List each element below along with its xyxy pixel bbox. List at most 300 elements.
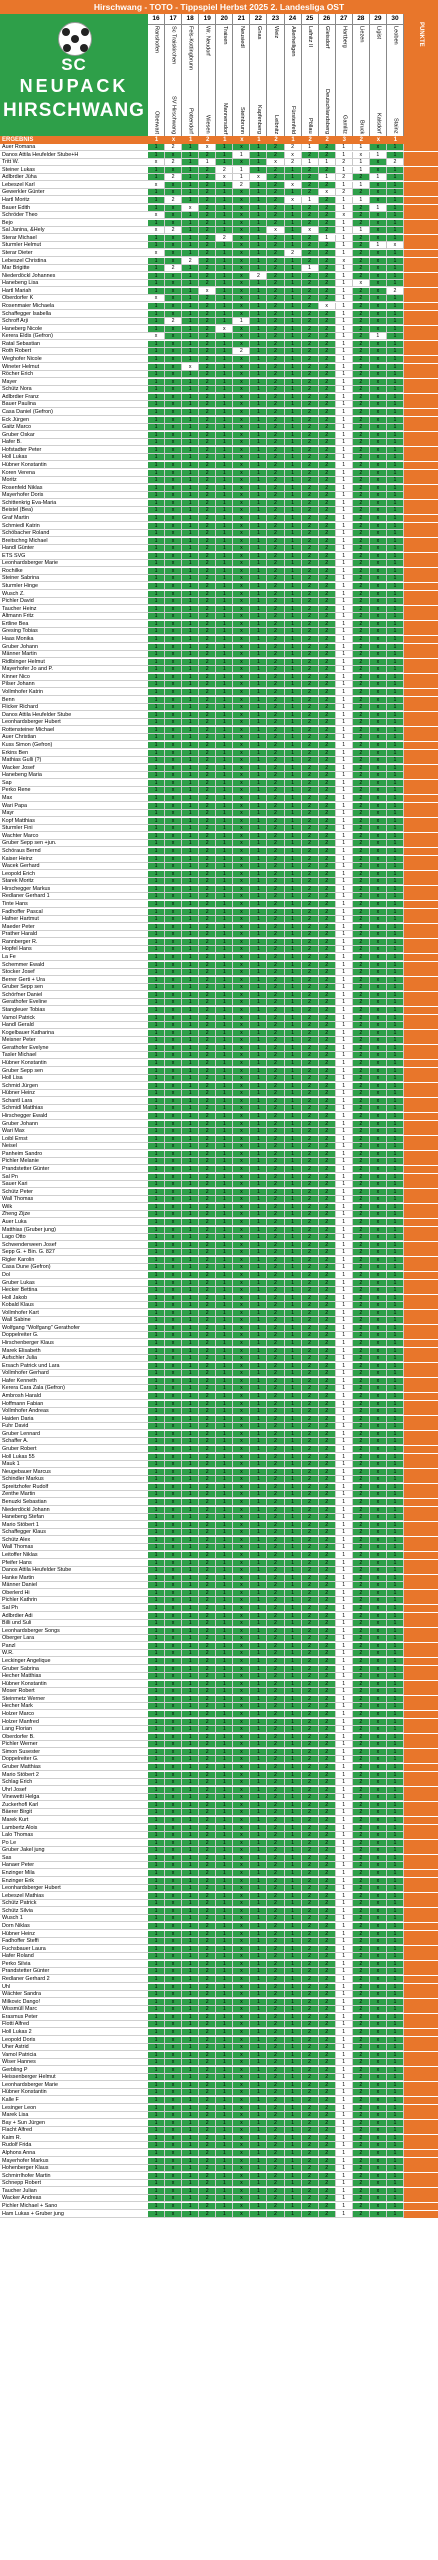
tip-cell: 1 xyxy=(285,1628,302,1635)
tip-cell: 1 xyxy=(250,2150,267,2157)
tip-cell: 1 xyxy=(285,2165,302,2172)
tip-cell: x xyxy=(165,386,182,393)
tip-cell: 2 xyxy=(353,1764,370,1771)
tip-cell: 1 xyxy=(387,1620,404,1627)
participant-name: Schindler Markus xyxy=(0,1476,148,1483)
points-cell xyxy=(404,659,438,666)
tip-cell: x xyxy=(165,719,182,726)
tip-cell: x xyxy=(370,727,387,734)
tip-cell: 2 xyxy=(302,969,319,976)
tip-cell: 2 xyxy=(302,1098,319,1105)
tip-cell: 1 xyxy=(216,523,233,530)
tip-cell: 2 xyxy=(319,485,336,492)
tip-cell: 2 xyxy=(319,712,336,719)
tip-cell: 1 xyxy=(285,871,302,878)
tip-cell: 1 xyxy=(387,984,404,991)
tip-cell: 1 xyxy=(387,2135,404,2142)
tip-cell: 1 xyxy=(285,1317,302,1324)
participant-name: Marek Lisa xyxy=(0,2112,148,2119)
tip-cell: 2 xyxy=(267,1068,284,1075)
tip-cell: 2 xyxy=(267,1946,284,1953)
tip-cell: 1 xyxy=(387,583,404,590)
tip-cell: 1 xyxy=(216,1613,233,1620)
table-row xyxy=(0,2120,438,2127)
table-row xyxy=(0,1976,438,1983)
tip-cell: 1 xyxy=(336,697,353,704)
table-row xyxy=(0,1628,438,1635)
tip-cell: 1 xyxy=(387,507,404,514)
tip-cell: 1 xyxy=(336,1363,353,1370)
tip-cell: 1 xyxy=(216,258,233,265)
tip-cell: 2 xyxy=(199,1976,216,1983)
tip-cell: 2 xyxy=(199,530,216,537)
tip-cell: 2 xyxy=(302,1878,319,1885)
tip-cell: x xyxy=(370,1582,387,1589)
tip-cell: 1 xyxy=(216,568,233,575)
tip-cell: 1 xyxy=(285,538,302,545)
tip-cell: x xyxy=(233,447,250,454)
tip-cell: x xyxy=(233,1787,250,1794)
participant-name: Ertline Bea xyxy=(0,621,148,628)
tip-cell: 1 xyxy=(387,1923,404,1930)
tip-cell: 1 xyxy=(182,803,199,810)
tip-cell: 2 xyxy=(319,1484,336,1491)
tip-cell: x xyxy=(233,2097,250,2104)
tip-cell: 1 xyxy=(250,1560,267,1567)
tip-cell: 2 xyxy=(319,333,336,340)
tip-cell: 1 xyxy=(387,1734,404,1741)
tip-cell: x xyxy=(165,1734,182,1741)
tip-cell: 1 xyxy=(387,1772,404,1779)
tip-cell: 1 xyxy=(336,651,353,658)
participant-name: Gruber Sepp sen xyxy=(0,984,148,991)
tip-cell: x xyxy=(233,273,250,280)
tip-cell: 1 xyxy=(285,1249,302,1256)
tip-cell: 2 xyxy=(319,1423,336,1430)
tip-cell: 2 xyxy=(302,1401,319,1408)
tip-cell: 1 xyxy=(250,1681,267,1688)
tip-cell: 2 xyxy=(199,916,216,923)
participant-name: Eck Jürgen xyxy=(0,417,148,424)
tip-cell: 2 xyxy=(353,2105,370,2112)
tip-cell: x xyxy=(165,356,182,363)
tip-cell: 1 xyxy=(216,1302,233,1309)
points-cell xyxy=(404,568,438,575)
table-row xyxy=(0,1068,438,1075)
tip-cell: 2 xyxy=(319,530,336,537)
tip-cell: 2 xyxy=(319,1772,336,1779)
tip-cell: x xyxy=(370,2188,387,2195)
tip-cell: 2 xyxy=(319,1249,336,1256)
tip-cell: 2 xyxy=(267,1431,284,1438)
table-row xyxy=(0,734,438,741)
tip-cell: 2 xyxy=(319,318,336,325)
tip-cell: x xyxy=(165,1393,182,1400)
tip-cell: 1 xyxy=(182,1825,199,1832)
tip-cell: 1 xyxy=(285,772,302,779)
tip-cell: 2 xyxy=(302,560,319,567)
tip-cell: 1 xyxy=(285,2021,302,2028)
away-team: Gamlitz xyxy=(340,115,347,134)
points-cell xyxy=(404,954,438,961)
tip-cell: 1 xyxy=(336,2006,353,2013)
tip-cell: 2 xyxy=(319,697,336,704)
tip-cell: x xyxy=(233,1976,250,1983)
tip-cell: 1 xyxy=(336,1416,353,1423)
tip-cell: x xyxy=(233,628,250,635)
tip-cell: 2 xyxy=(353,500,370,507)
tip-cell: 2 xyxy=(302,1136,319,1143)
tip-cell: 1 xyxy=(387,197,404,204)
tip-cell: 1 xyxy=(336,1711,353,1718)
tip-cell: 2 xyxy=(267,1726,284,1733)
tip-cell: 2 xyxy=(302,2173,319,2180)
tip-cell: 2 xyxy=(353,1635,370,1642)
tip-cell: 2 xyxy=(319,1491,336,1498)
tip-cell: 1 xyxy=(216,1855,233,1862)
tip-cell: 2 xyxy=(267,560,284,567)
tip-cell: 2 xyxy=(353,348,370,355)
tip-cell: 1 xyxy=(250,1196,267,1203)
tip-cell: 2 xyxy=(199,462,216,469)
table-row xyxy=(0,856,438,863)
points-cell xyxy=(404,258,438,265)
tip-cell: 1 xyxy=(387,1189,404,1196)
tip-cell: 1 xyxy=(148,1870,165,1877)
tip-cell: 2 xyxy=(267,1022,284,1029)
tip-cell: x xyxy=(370,628,387,635)
tip-cell: 2 xyxy=(199,1522,216,1529)
table-row xyxy=(0,644,438,651)
participant-name: Heissenberger Helmut xyxy=(0,2074,148,2081)
tip-cell: x xyxy=(233,1030,250,1037)
points-cell xyxy=(404,591,438,598)
tip-cell: 2 xyxy=(302,1408,319,1415)
tip-cell: 1 xyxy=(148,1946,165,1953)
tip-cell: x xyxy=(370,1688,387,1695)
tip-cell: 2 xyxy=(353,742,370,749)
tip-cell: 1 xyxy=(148,810,165,817)
tip-cell: 2 xyxy=(302,568,319,575)
tip-cell: x xyxy=(370,704,387,711)
tip-cell: 1 xyxy=(250,1779,267,1786)
tip-cell: x xyxy=(370,1052,387,1059)
tip-cell: 1 xyxy=(148,1060,165,1067)
table-row xyxy=(0,1196,438,1203)
tip-cell: 2 xyxy=(267,1931,284,1938)
tip-cell: x xyxy=(165,1484,182,1491)
tip-cell: 2 xyxy=(199,1847,216,1854)
tip-cell: x xyxy=(233,159,250,166)
tip-cell: 2 xyxy=(353,681,370,688)
participant-name: Vinewetti Helga xyxy=(0,1794,148,1801)
tip-cell: 2 xyxy=(353,697,370,704)
tip-cell: 1 xyxy=(285,1855,302,1862)
tip-cell: 2 xyxy=(319,2037,336,2044)
tip-cell: x xyxy=(233,311,250,318)
tip-cell: 2 xyxy=(302,727,319,734)
tip-cell: 1 xyxy=(182,1249,199,1256)
participant-name: Marek Kurt xyxy=(0,1817,148,1824)
table-row xyxy=(0,507,438,514)
participant-name: Danos Attila Heufelder Stube+H xyxy=(0,152,148,159)
tip-cell: 1 xyxy=(250,1113,267,1120)
tip-cell: x xyxy=(165,878,182,885)
tip-cell: 2 xyxy=(353,1166,370,1173)
tip-cell: x xyxy=(233,840,250,847)
tip-cell: 1 xyxy=(216,2173,233,2180)
tip-cell: 1 xyxy=(250,515,267,522)
tip-cell: 2 xyxy=(353,1007,370,1014)
tip-cell: x xyxy=(233,1332,250,1339)
tip-cell: 2 xyxy=(353,1340,370,1347)
tip-cell: 1 xyxy=(336,1741,353,1748)
tip-cell: 1 xyxy=(182,575,199,582)
participant-name: Gerbling P xyxy=(0,2067,148,2074)
tip-cell: 1 xyxy=(285,530,302,537)
tip-cell: 1 xyxy=(182,1431,199,1438)
tip-cell: 1 xyxy=(182,825,199,832)
tip-cell: 1 xyxy=(387,1128,404,1135)
tip-cell: 1 xyxy=(182,2165,199,2172)
tip-cell: x xyxy=(165,326,182,333)
tip-cell: 1 xyxy=(148,591,165,598)
tip-cell: x xyxy=(370,992,387,999)
tip-cell: 2 xyxy=(267,977,284,984)
tip-cell: x xyxy=(165,1431,182,1438)
tip-cell: 1 xyxy=(182,1423,199,1430)
tip-cell: 2 xyxy=(319,1295,336,1302)
tip-cell: x xyxy=(370,833,387,840)
participant-name: Kogelbauer Katharina xyxy=(0,1030,148,1037)
tip-cell: 1 xyxy=(182,613,199,620)
tip-cell: 2 xyxy=(353,1946,370,1953)
tip-cell: 1 xyxy=(387,1158,404,1165)
tip-cell: 1 xyxy=(336,280,353,287)
tip-cell: x xyxy=(370,984,387,991)
tip-cell: 1 xyxy=(250,1923,267,1930)
points-cell xyxy=(404,621,438,628)
tip-cell: x xyxy=(233,1060,250,1067)
tip-cell: 1 xyxy=(285,1673,302,1680)
tip-cell: 2 xyxy=(199,1635,216,1642)
tip-cell: 2 xyxy=(199,538,216,545)
tip-cell: x xyxy=(233,681,250,688)
tip-cell: 1 xyxy=(216,470,233,477)
tip-cell: 1 xyxy=(250,591,267,598)
tip-cell: 1 xyxy=(216,2203,233,2210)
tip-cell: 1 xyxy=(148,613,165,620)
tip-cell: 2 xyxy=(199,825,216,832)
participant-name: Gruber Sabrina xyxy=(0,1666,148,1673)
tip-cell: 2 xyxy=(319,280,336,287)
tip-cell: 1 xyxy=(216,1068,233,1075)
tip-cell: 2 xyxy=(353,2006,370,2013)
points-cell xyxy=(404,386,438,393)
tip-cell: 1 xyxy=(285,969,302,976)
tip-cell: 2 xyxy=(267,2173,284,2180)
tip-cell: 1 xyxy=(148,575,165,582)
tip-cell: 1 xyxy=(182,2188,199,2195)
tip-cell: 1 xyxy=(250,803,267,810)
tip-cell: 1 xyxy=(216,1022,233,1029)
tip-cell: 1 xyxy=(182,1999,199,2006)
tip-cell: x xyxy=(370,1878,387,1885)
tip-cell: 2 xyxy=(302,1340,319,1347)
tip-cell: 1 xyxy=(148,1037,165,1044)
tip-cell: 2 xyxy=(302,2188,319,2195)
participant-name: Holzer Marco xyxy=(0,1711,148,1718)
tip-cell: 1 xyxy=(387,356,404,363)
tip-cell: 2 xyxy=(302,1726,319,1733)
table-row xyxy=(0,848,438,855)
tip-cell: 1 xyxy=(387,636,404,643)
table-row xyxy=(0,538,438,545)
tip-cell: 1 xyxy=(148,1923,165,1930)
tip-cell: 1 xyxy=(216,856,233,863)
tip-cell: 1 xyxy=(250,159,267,166)
participant-name: Kopf Matthias xyxy=(0,818,148,825)
points-cell xyxy=(404,1196,438,1203)
participant-name: Leonhardsberger Songs xyxy=(0,1628,148,1635)
tip-cell: 1 xyxy=(387,1847,404,1854)
table-row xyxy=(0,1408,438,1415)
points-cell xyxy=(404,477,438,484)
tip-cell: 1 xyxy=(148,712,165,719)
points-cell xyxy=(404,825,438,832)
tip-cell: 1 xyxy=(336,1840,353,1847)
tip-cell: 1 xyxy=(216,909,233,916)
tip-cell: x xyxy=(370,757,387,764)
tip-cell: 1 xyxy=(182,1915,199,1922)
tip-cell: 2 xyxy=(319,1915,336,1922)
table-row xyxy=(0,2074,438,2081)
tip-cell: 1 xyxy=(148,515,165,522)
table-row xyxy=(0,704,438,711)
tip-cell: x xyxy=(370,1280,387,1287)
tip-cell: 1 xyxy=(285,1537,302,1544)
tip-cell: 1 xyxy=(148,2135,165,2142)
tip-cell: x xyxy=(165,901,182,908)
tip-cell: 2 xyxy=(319,659,336,666)
tip-cell: x xyxy=(233,787,250,794)
tip-cell: 2 xyxy=(302,1022,319,1029)
tip-cell: 1 xyxy=(250,371,267,378)
tip-cell: 2 xyxy=(199,235,216,242)
points-cell xyxy=(404,1332,438,1339)
tip-cell: 2 xyxy=(199,1227,216,1234)
participant-name: Uhl xyxy=(0,1984,148,1991)
points-cell xyxy=(404,1075,438,1082)
tip-cell: 1 xyxy=(250,2195,267,2202)
tip-cell: 1 xyxy=(250,1772,267,1779)
tip-cell: x xyxy=(165,212,182,219)
tip-cell: 1 xyxy=(148,1968,165,1975)
tip-cell: x xyxy=(165,1105,182,1112)
tip-cell: 1 xyxy=(148,1264,165,1271)
tip-cell: 1 xyxy=(250,1840,267,1847)
tip-cell: x xyxy=(370,1764,387,1771)
table-row xyxy=(0,1597,438,1604)
tip-cell: 2 xyxy=(302,946,319,953)
tip-cell: 2 xyxy=(302,2105,319,2112)
tip-cell: 2 xyxy=(302,401,319,408)
participant-name: Sturmler Fini xyxy=(0,825,148,832)
participant-name: Gruber Robert xyxy=(0,1446,148,1453)
tip-cell: x xyxy=(233,485,250,492)
tip-cell: 2 xyxy=(199,833,216,840)
tip-cell: 2 xyxy=(199,1015,216,1022)
tip-cell: 2 xyxy=(319,1393,336,1400)
tip-cell: 2 xyxy=(267,1961,284,1968)
table-row xyxy=(0,197,438,204)
tip-cell: x xyxy=(370,538,387,545)
tip-cell: 1 xyxy=(285,825,302,832)
tip-cell: x xyxy=(165,1870,182,1877)
tip-cell: 2 xyxy=(267,1446,284,1453)
table-row xyxy=(0,939,438,946)
table-row xyxy=(0,189,438,196)
tip-cell: x xyxy=(233,280,250,287)
tip-cell: 2 xyxy=(319,500,336,507)
tip-cell: 2 xyxy=(199,2188,216,2195)
tip-cell: 2 xyxy=(165,318,182,325)
tip-cell: 1 xyxy=(182,1567,199,1574)
points-cell xyxy=(404,1741,438,1748)
tip-cell: 2 xyxy=(199,1423,216,1430)
result-cell: 2 xyxy=(319,136,336,144)
tip-cell: 1 xyxy=(216,1454,233,1461)
tip-cell: x xyxy=(165,2135,182,2142)
tip-cell: 1 xyxy=(336,1552,353,1559)
tip-cell: 1 xyxy=(250,727,267,734)
tip-cell: 1 xyxy=(285,2037,302,2044)
points-cell xyxy=(404,636,438,643)
tip-cell: 2 xyxy=(199,1317,216,1324)
tip-cell: 2 xyxy=(353,1847,370,1854)
tip-cell: 1 xyxy=(336,1764,353,1771)
tip-cell: 2 xyxy=(267,265,284,272)
tip-cell: 2 xyxy=(302,318,319,325)
tip-cell: x xyxy=(233,1166,250,1173)
table-row xyxy=(0,341,438,348)
tip-cell: 2 xyxy=(353,394,370,401)
tip-cell: 1 xyxy=(336,2165,353,2172)
participant-name: Pichler Michael + Sano xyxy=(0,2203,148,2210)
tip-cell: 1 xyxy=(387,1514,404,1521)
tip-cell: 2 xyxy=(319,1348,336,1355)
tip-cell: x xyxy=(370,1045,387,1052)
tip-cell: 1 xyxy=(285,2059,302,2066)
tip-cell: 2 xyxy=(302,417,319,424)
participant-name: ETS SVG xyxy=(0,553,148,560)
tip-cell: 2 xyxy=(353,946,370,953)
tip-cell: 2 xyxy=(353,1620,370,1627)
participant-name: Leonhardsberger Marie xyxy=(0,560,148,567)
tip-cell: 1 xyxy=(336,674,353,681)
tip-cell: 1 xyxy=(250,1461,267,1468)
tip-cell: 1 xyxy=(250,545,267,552)
tip-cell: 2 xyxy=(199,636,216,643)
tip-cell: 2 xyxy=(267,712,284,719)
tip-cell: x xyxy=(370,1423,387,1430)
tip-cell: 2 xyxy=(199,1340,216,1347)
tip-cell: 2 xyxy=(353,833,370,840)
points-cell xyxy=(404,371,438,378)
tip-cell: 1 xyxy=(336,916,353,923)
tip-cell: 2 xyxy=(319,462,336,469)
tip-cell: x xyxy=(165,220,182,227)
